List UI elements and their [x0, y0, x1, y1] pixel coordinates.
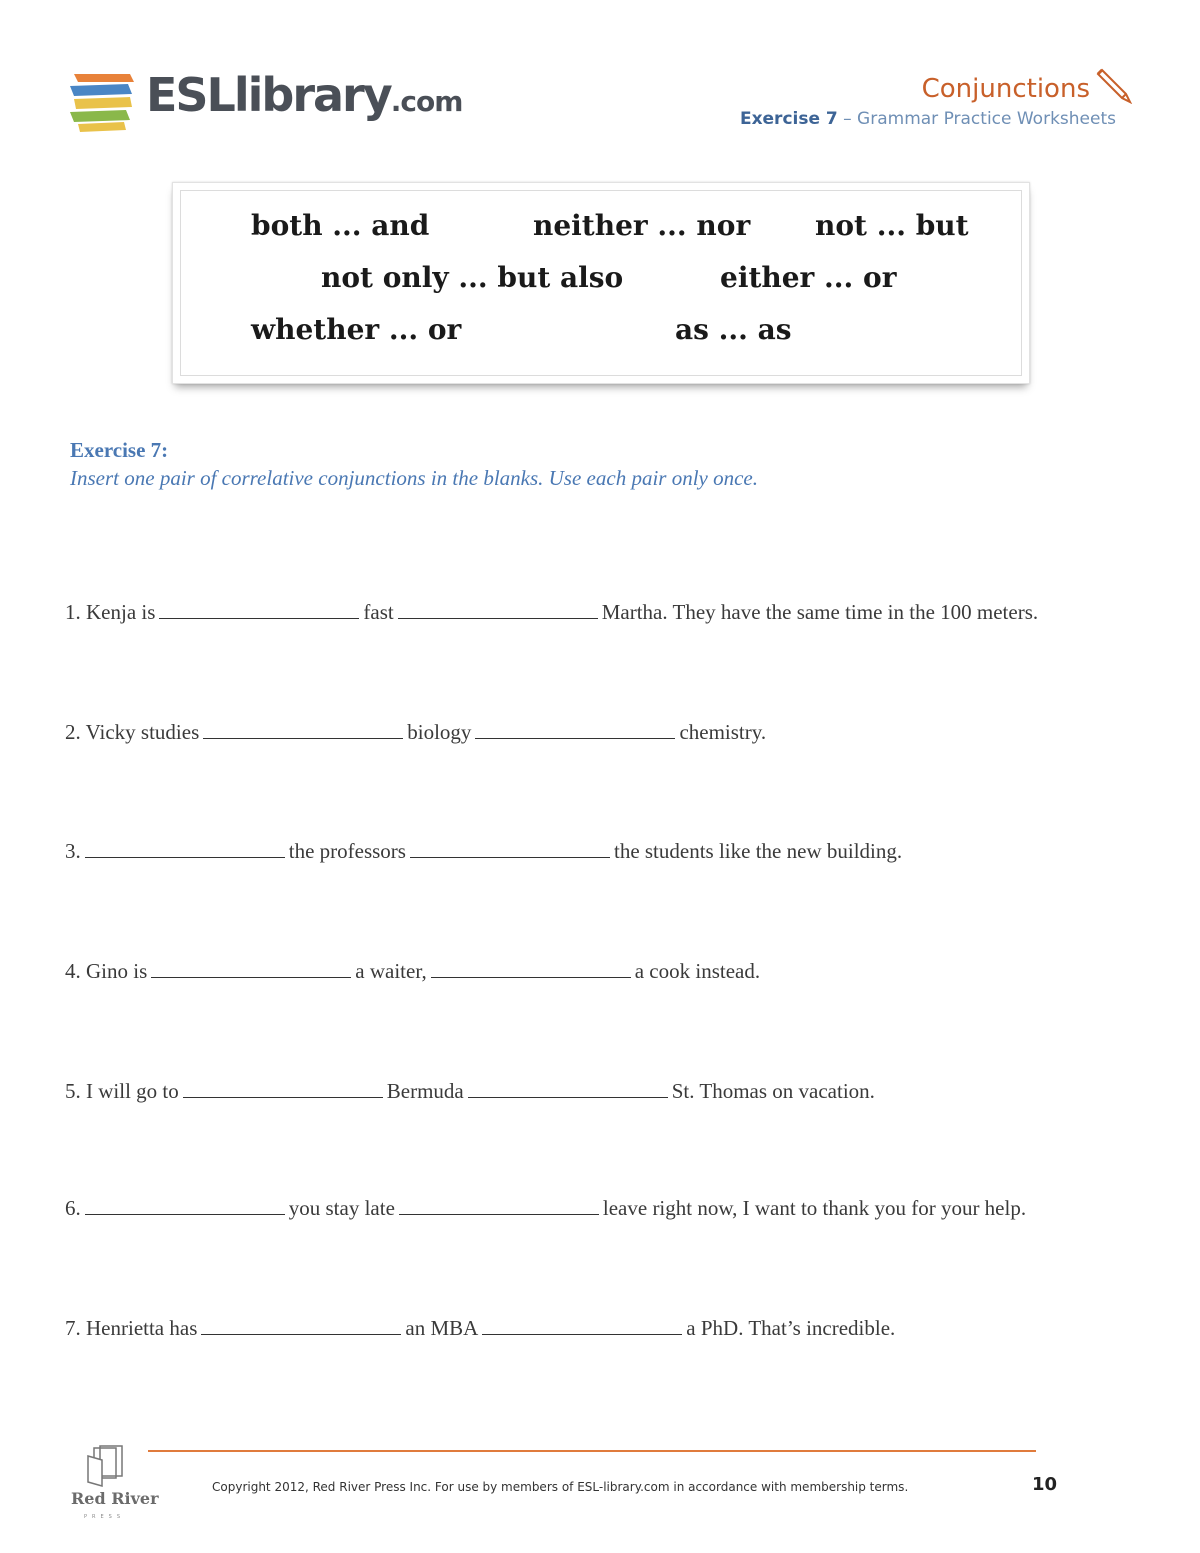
- answer-blank[interactable]: [201, 1314, 401, 1335]
- publisher-name: Red River: [71, 1489, 159, 1508]
- worksheet-subtitle: Exercise 7 – Grammar Practice Worksheets: [739, 109, 1116, 129]
- word-pair: not ... but: [815, 209, 969, 242]
- exercise-item: 4. Gino is a waiter, a cook instead.: [65, 959, 761, 983]
- exercise-item: 2. Vicky studies biology chemistry.: [65, 720, 767, 744]
- answer-blank[interactable]: [482, 1314, 682, 1335]
- answer-blank[interactable]: [468, 1077, 668, 1098]
- exercise-item: 5. I will go to Bermuda St. Thomas on vacation.: [65, 1079, 875, 1103]
- book-stack-icon: [68, 68, 138, 134]
- answer-blank[interactable]: [203, 718, 403, 739]
- footer-divider: [148, 1450, 1036, 1452]
- esl-library-logo: [68, 68, 463, 138]
- exercise-title: Exercise 7:: [70, 438, 169, 462]
- answer-blank[interactable]: [159, 598, 359, 619]
- page-number: 10: [1032, 1474, 1058, 1495]
- word-pair: as ... as: [675, 313, 792, 346]
- pencil-icon: [1094, 64, 1134, 104]
- exercise-item: 3. the professors the students like the new building.: [65, 839, 903, 863]
- answer-blank[interactable]: [399, 1194, 599, 1215]
- exercise-item: 1. Kenja is fast Martha. They have the same time in the 100 meters.: [65, 600, 1039, 624]
- worksheet-topic: Conjunctions: [921, 74, 1090, 104]
- answer-blank[interactable]: [398, 598, 598, 619]
- answer-blank[interactable]: [183, 1077, 383, 1098]
- word-pair: either ... or: [720, 261, 897, 294]
- exercise-item: 6. you stay late leave right now, I want to thank you for your help.: [65, 1196, 1027, 1220]
- answer-blank[interactable]: [85, 837, 285, 858]
- exercise-instructions: Insert one pair of correlative conjunctions in the blanks. Use each pair only once.: [70, 466, 758, 490]
- word-pair: neither ... nor: [533, 209, 751, 242]
- answer-blank[interactable]: [85, 1194, 285, 1215]
- answer-blank[interactable]: [475, 718, 675, 739]
- exercise-item: 7. Henrietta has an MBA a PhD. That’s incredible.: [65, 1316, 896, 1340]
- word-pair: not only ... but also: [321, 261, 624, 294]
- logo-wordmark: ESLlibrary.com: [146, 68, 463, 122]
- copyright-notice: Copyright 2012, Red River Press Inc. For use by members of ESL-library.com in accordance with membership terms.: [212, 1480, 909, 1494]
- word-pair: whether ... or: [251, 313, 462, 346]
- answer-blank[interactable]: [410, 837, 610, 858]
- word-pair: both ... and: [251, 209, 430, 242]
- svg-text:PRESS: PRESS: [84, 1514, 125, 1520]
- red-river-press-logo: [68, 1442, 150, 1520]
- answer-blank[interactable]: [151, 957, 351, 978]
- answer-blank[interactable]: [431, 957, 631, 978]
